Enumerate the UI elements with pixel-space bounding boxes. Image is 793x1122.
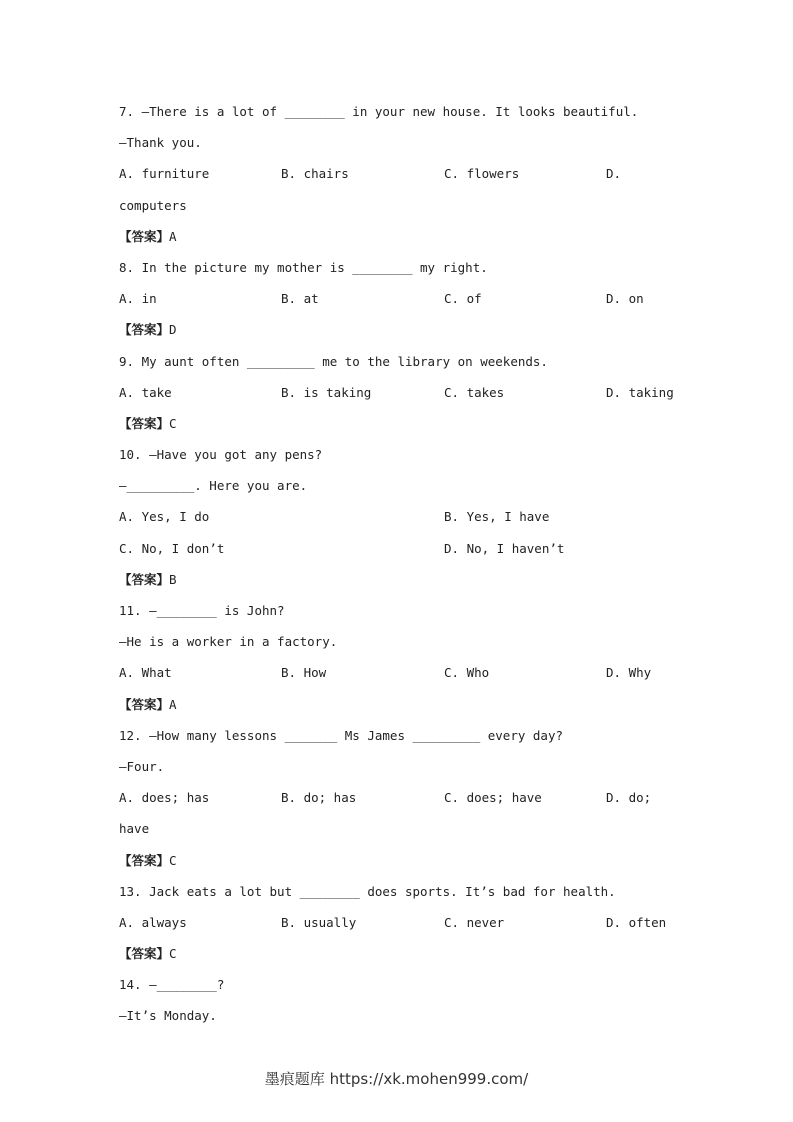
option-d: D. often	[606, 914, 667, 930]
question-14-stem: 14. —________?	[119, 977, 225, 993]
option-b: B. usually	[281, 914, 357, 930]
question-10-options-row2	[119, 533, 699, 564]
option-c: C. never	[444, 914, 505, 930]
question-9-options	[119, 377, 699, 408]
option-d: D. No, I haven’t	[444, 540, 565, 556]
answer-value: C	[169, 415, 177, 431]
question-8-options	[119, 283, 699, 314]
option-d: D. on	[606, 291, 644, 307]
question-11-options	[119, 657, 699, 688]
option-a: A. take	[119, 384, 172, 400]
question-10-options-row1	[119, 501, 699, 532]
option-d-wrap: computers	[119, 197, 187, 213]
answer-label: 【答案】	[119, 322, 170, 338]
question-13-stem: 13. Jack eats a lot but ________ does sports. It’s bad for health.	[119, 883, 616, 899]
option-a: A. always	[119, 914, 187, 930]
answer-value: A	[169, 228, 177, 244]
answer-label: 【答案】	[119, 228, 170, 244]
question-12-reply: —Four.	[119, 758, 165, 774]
option-b: B. Yes, I have	[444, 509, 550, 525]
answer-label: 【答案】	[119, 415, 170, 431]
footer-watermark: 墨痕题库 https://xk.mohen999.com/	[264, 1070, 529, 1088]
question-13-answer	[119, 938, 699, 969]
option-c: C. No, I don’t	[119, 540, 225, 556]
option-a: A. does; has	[119, 790, 210, 806]
answer-value: B	[169, 571, 177, 587]
answer-value: D	[169, 322, 177, 338]
answer-label: 【答案】	[119, 852, 170, 868]
option-b: B. How	[281, 665, 327, 681]
question-list	[119, 96, 699, 1032]
question-7-answer	[119, 221, 699, 252]
question-14-reply: —It’s Monday.	[119, 1008, 217, 1024]
option-d: D. Why	[606, 665, 652, 681]
option-c: C. Who	[444, 665, 490, 681]
option-a: A. Yes, I do	[119, 509, 210, 525]
question-12-options	[119, 782, 699, 813]
option-b: B. chairs	[281, 166, 349, 182]
question-9-stem: 9. My aunt often _________ me to the library on weekends.	[119, 353, 548, 369]
option-d: D. taking	[606, 384, 674, 400]
question-10-reply: —_________. Here you are.	[119, 478, 308, 494]
option-a: A. furniture	[119, 166, 210, 182]
option-c: C. does; have	[444, 790, 542, 806]
answer-label: 【答案】	[119, 946, 170, 962]
question-13-options	[119, 907, 699, 938]
option-d: D.	[606, 166, 622, 182]
answer-value: A	[169, 696, 177, 712]
question-8-stem: 8. In the picture my mother is ________ my right.	[119, 259, 488, 275]
question-10-stem: 10. —Have you got any pens?	[119, 447, 323, 463]
option-b: B. at	[281, 291, 319, 307]
question-11-stem: 11. —________ is John?	[119, 603, 285, 618]
option-d-wrap: have	[119, 821, 150, 837]
option-a: A. What	[119, 665, 172, 681]
question-10-answer	[119, 564, 699, 595]
option-d: D. do;	[606, 790, 652, 806]
answer-value: C	[169, 946, 177, 962]
question-12-stem: 12. —How many lessons _______ Ms James _________ every day?	[119, 727, 564, 743]
answer-label: 【答案】	[119, 571, 170, 587]
option-b: B. is taking	[281, 384, 372, 400]
question-11-answer	[119, 689, 699, 720]
option-b: B. do; has	[281, 790, 357, 806]
option-c: C. of	[444, 291, 482, 307]
question-8-answer	[119, 314, 699, 345]
question-12-answer	[119, 845, 699, 876]
question-7-stem: 7. —There is a lot of ________ in your new house. It looks beautiful.	[119, 104, 639, 119]
question-11-reply: —He is a worker in a factory.	[119, 634, 338, 650]
question-7-options	[119, 158, 699, 189]
question-9-answer	[119, 408, 699, 439]
answer-value: C	[169, 852, 177, 868]
option-a: A. in	[119, 291, 157, 307]
option-c: C. takes	[444, 384, 505, 400]
answer-label: 【答案】	[119, 696, 170, 712]
question-7-reply: —Thank you.	[119, 135, 202, 151]
option-c: C. flowers	[444, 166, 520, 182]
